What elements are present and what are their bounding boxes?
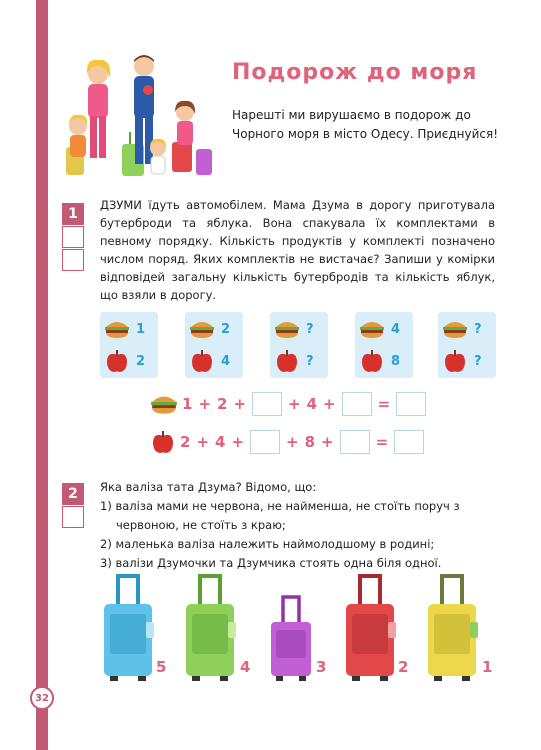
burger-total-cell[interactable] <box>396 392 426 416</box>
equals-sign: = <box>377 395 391 413</box>
task-2-question: Яка валіза тата Дзума? Відомо, що: <box>100 480 317 494</box>
equals-sign: = <box>375 433 389 451</box>
suitcase-4-label: 4 <box>240 658 251 676</box>
task-2-condition-3: 3) валізи Дзумочки та Дзумчика стоять одна біля одної. <box>100 556 442 570</box>
burger-equation <box>150 390 426 418</box>
apple-eq-term-1: 2 <box>180 433 191 451</box>
apple-count: 2 <box>136 353 146 369</box>
apple-icon <box>104 349 130 373</box>
burger-icon <box>442 319 468 339</box>
apple-eq-term-2: 4 <box>215 433 226 451</box>
food-set-2 <box>185 312 243 378</box>
apple-eq-term-3: 8 <box>304 433 316 451</box>
burger-answer-cell-1[interactable] <box>252 392 282 416</box>
burger-answer-cell-2[interactable] <box>342 392 372 416</box>
burger-count: ? <box>474 321 482 337</box>
burger-icon <box>104 319 130 339</box>
burger-count: 4 <box>391 321 401 337</box>
plus-sign: + <box>286 433 299 451</box>
burger-icon <box>150 393 178 415</box>
suitcase-5[interactable] <box>100 570 156 682</box>
burger-count: ? <box>306 321 314 337</box>
plus-sign: + <box>231 433 245 451</box>
apple-count: ? <box>306 353 314 369</box>
apple-equation <box>150 428 424 456</box>
apple-count: 4 <box>221 353 231 369</box>
burger-count: 2 <box>221 321 231 337</box>
suitcase-3[interactable] <box>268 592 314 682</box>
burger-count: 1 <box>136 321 146 337</box>
food-set-5 <box>438 312 496 378</box>
page-margin-bar <box>36 0 48 750</box>
suitcase-3-label: 3 <box>316 658 327 676</box>
task-1-number: 1 <box>62 203 84 225</box>
task-2-condition-1: 1) валіза мами не червона, не найменша, не стоїть поруч з червоною, не стоїть з краю; <box>100 499 460 532</box>
page-title: Подорож до моря <box>232 60 478 85</box>
apple-icon <box>150 430 176 454</box>
suitcase-1[interactable] <box>424 570 480 682</box>
burger-icon <box>189 319 215 339</box>
burger-icon <box>274 319 300 339</box>
apple-icon <box>359 349 385 373</box>
food-sets <box>100 312 500 382</box>
apple-total-cell[interactable] <box>394 430 424 454</box>
apple-icon <box>442 349 468 373</box>
plus-sign: + <box>321 433 334 451</box>
intro-text: Нарешті ми вирушаємо в подорож до Чорного моря в місто Одесу. Приєднуйся! <box>232 108 499 141</box>
apple-answer-cell-2[interactable] <box>340 430 370 454</box>
family-illustration <box>60 52 220 187</box>
apple-count: ? <box>474 353 482 369</box>
plus-sign: + <box>233 395 247 413</box>
burger-eq-term-2: 2 <box>217 395 228 413</box>
apple-icon <box>189 349 215 373</box>
food-set-4 <box>355 312 413 378</box>
suitcase-row <box>96 566 506 686</box>
task-2-checkbox[interactable] <box>62 506 84 528</box>
suitcase-4[interactable] <box>182 570 238 682</box>
task-2-text <box>100 478 495 573</box>
plus-sign: + <box>198 395 212 413</box>
apple-answer-cell-1[interactable] <box>250 430 280 454</box>
burger-eq-term-3: 4 <box>306 395 318 413</box>
food-set-1 <box>100 312 158 378</box>
task-1-text: ДЗУМИ їдуть автомобілем. Мама Дзума в дорогу приготувала бутерброди та яблука. Вона спакувала їх комплектами в певному порядку. Кількість продуктів у комплекті позначено числом поряд. Яких комплектів не вистачає? Запиши у комірки відповідей загальну кількість бутербродів та кількість яблук, що взяли в дорогу. <box>100 198 495 302</box>
suitcase-5-label: 5 <box>156 658 167 676</box>
food-set-3 <box>270 312 328 378</box>
task-1-checkbox-1[interactable] <box>62 226 84 248</box>
suitcase-2-label: 2 <box>398 658 409 676</box>
burger-icon <box>359 319 385 339</box>
burger-eq-term-1: 1 <box>182 395 193 413</box>
suitcase-1-label: 1 <box>482 658 493 676</box>
page-number: 32 <box>30 686 54 710</box>
suitcase-2[interactable] <box>342 570 398 682</box>
plus-sign: + <box>323 395 336 413</box>
task-2-number: 2 <box>62 483 84 505</box>
task-1-checkbox-2[interactable] <box>62 249 84 271</box>
apple-icon <box>274 349 300 373</box>
plus-sign: + <box>288 395 301 413</box>
task-2-condition-2: 2) маленька валіза належить наймолодшому в родині; <box>100 537 435 551</box>
apple-count: 8 <box>391 353 401 369</box>
plus-sign: + <box>196 433 210 451</box>
